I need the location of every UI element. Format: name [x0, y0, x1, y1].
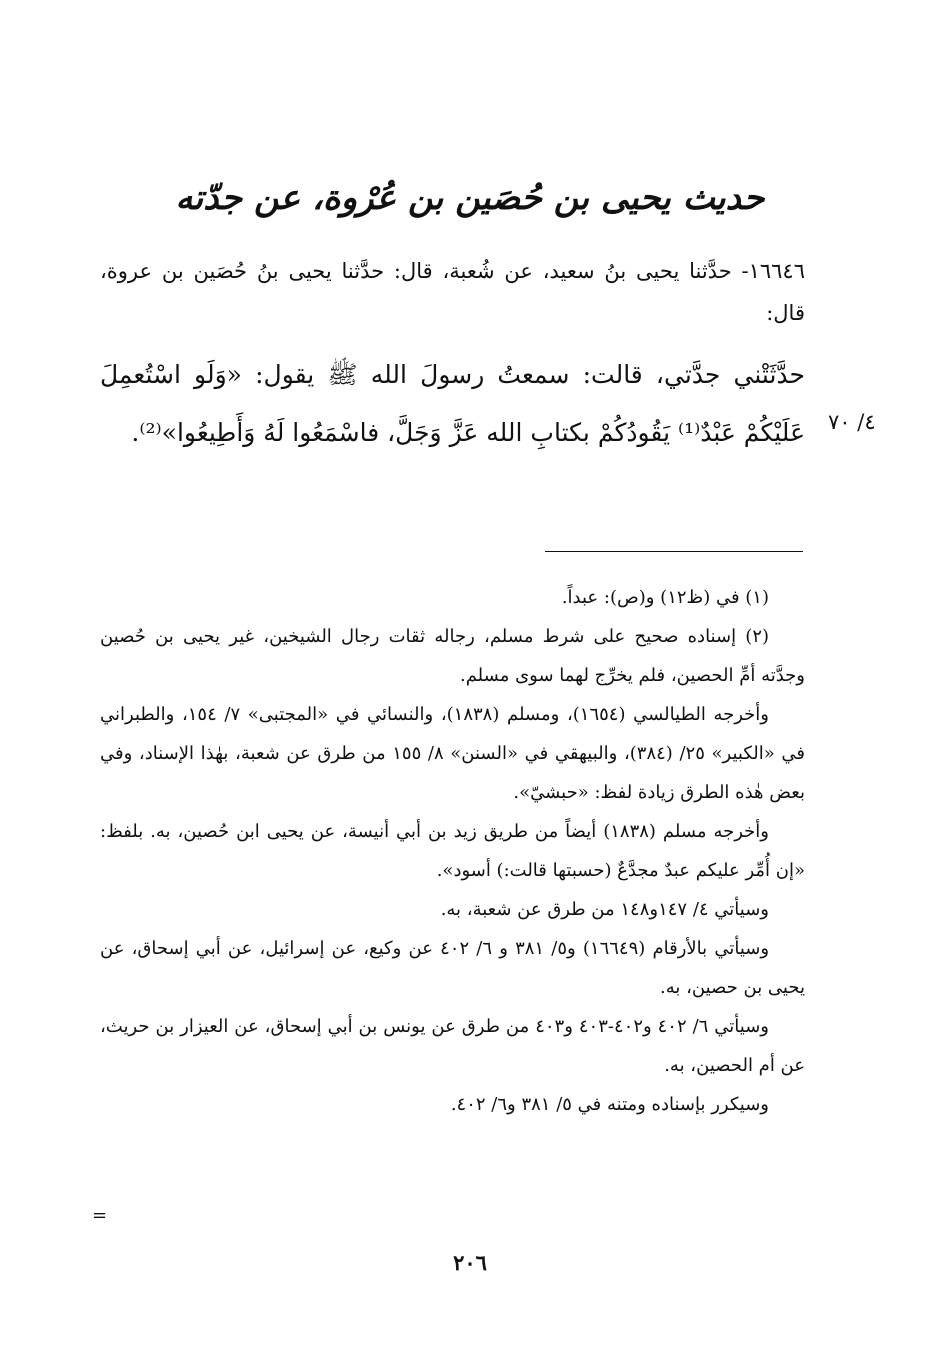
hadith-text: حدَّثَتْني جدَّتي، قالت: سمعتُ رسولَ الله ﷺ يقول: «وَلَو اسْتُعمِلَ عَلَيْكُمْ عَبْدٌ⁽¹⁾ يَقُودُكُمْ بكتابِ الله عَزَّ وَجَلَّ، فاسْمَعُوا لَهُ وَأَطِيعُوا»⁽²⁾.	[100, 360, 805, 447]
footnotes	[100, 578, 805, 1124]
continuation-mark: =	[92, 1205, 108, 1226]
footnote-paragraph: وسيأتي ٤/ ١٤٧و١٤٨ من طرق عن شعبة، به.	[440, 899, 769, 920]
footnote-paragraph: وسيأتي ٦/ ٤٠٢ و٤٠٢-٤٠٣ و٤٠٣ من طرق عن يونس بن أبي إسحاق، عن العيزار بن حريث، عن أم الحصين، به.	[100, 1016, 805, 1076]
footnote-divider	[545, 551, 803, 552]
page-number: ٢٠٦	[453, 1250, 487, 1275]
page-title: حديث يحيى بن حُصَين بن عُرْوة، عن جدّته	[175, 178, 765, 218]
footnote-1: (١) في (ظ١٢) و(ص): عبداً.	[561, 587, 769, 608]
footnote-paragraph: وأخرجه مسلم (١٨٣٨) أيضاً من طريق زيد بن أبي أنيسة، عن يحيى ابن حُصين، به. بلفظ: «إن أُمِّر عليكم عبدٌ مجدَّعٌ (حسبتها قالت:) أسود».	[100, 821, 805, 881]
footnote-paragraph: وأخرجه الطيالسي (١٦٥٤)، ومسلم (١٨٣٨)، والنسائي في «المجتبى» ٧/ ١٥٤، والطبراني في «الكبير» ٢٥/ (٣٨٤)، والبيهقي في «السنن» ٨/ ١٥٥ من طرق عن شعبة، بهٰذا الإسناد، وفي بعض هٰذه الطرق زيادة لفظ: «حبشيّ».	[100, 704, 805, 803]
footnote-2: (٢) إسناده صحيح على شرط مسلم، رجاله ثقات رجال الشيخين، غير يحيى بن حُصين وجدَّته أمِّ الحصين، فلم يخرِّج لهما سوى مسلم.	[100, 626, 805, 686]
margin-reference: ٤/ ٧٠	[828, 410, 876, 434]
footnote-paragraph: وسيكرر بإسناده ومتنه في ٥/ ٣٨١ و٦/ ٤٠٢.	[450, 1094, 769, 1115]
hadith-chain: ١٦٦٤٦- حدَّثنا يحيى بنُ سعيد، عن شُعبة، قال: حدَّثنا يحيى بنُ حُصَين بن عروة، قال:	[100, 259, 805, 325]
footnote-paragraph: وسيأتي بالأرقام (١٦٦٤٩) و٥/ ٣٨١ و ٦/ ٤٠٢ عن وكيع، عن إسرائيل، عن أبي إسحاق، عن يحيى بن حصين، به.	[100, 938, 805, 998]
